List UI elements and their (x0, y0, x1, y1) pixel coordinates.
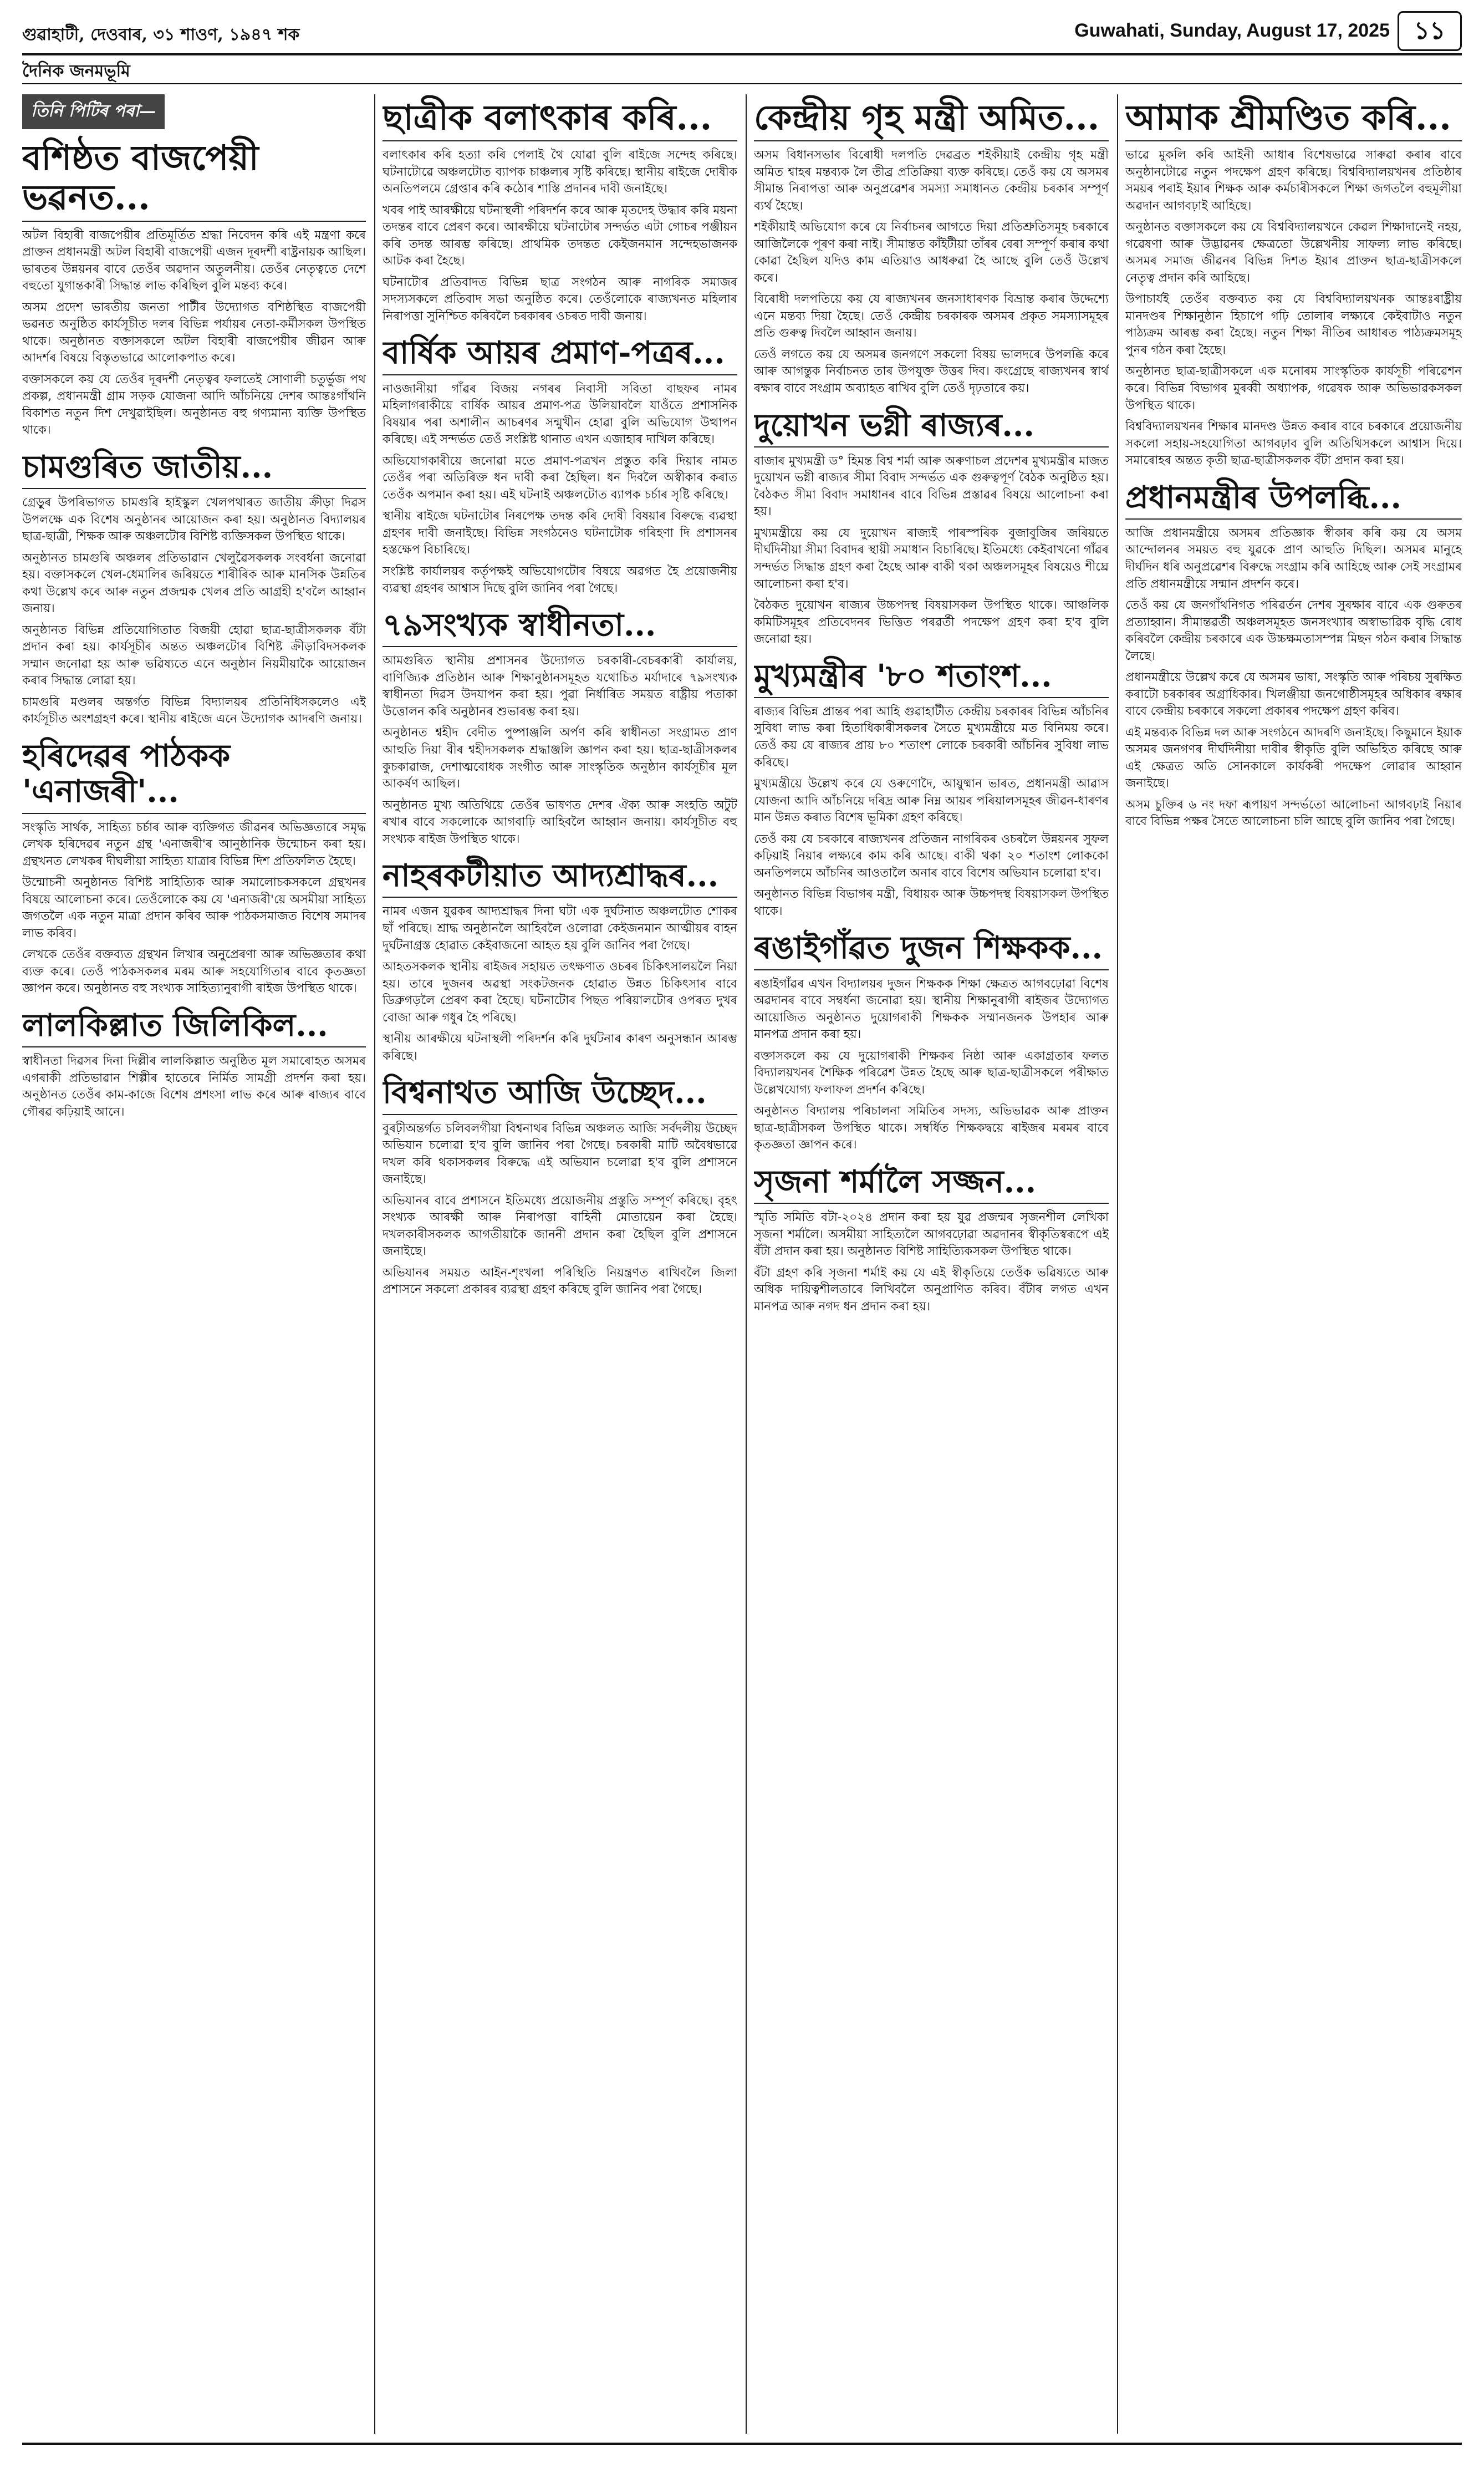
masthead: দৈনিক জনমভূমি (22, 62, 130, 81)
article-paragraph: বৈঠকত দুয়োখন ৰাজ্যৰ উচ্চপদস্থ বিষয়াসকল উপস্থিত থাকে। আঞ্চলিক কমিটিসমূহৰ প্ৰতিবেদনৰ ভিত্তিত পৰৱৰ্তী পদক্ষেপ গ্ৰহণ কৰা হ'ব বুলি জনোৱা হয়। (754, 598, 1109, 647)
article-paragraph: এই মন্তব্যক বিভিন্ন দল আৰু সংগঠনে আদৰণি জনাইছে। কিছুমানে ইয়াক অসমৰ জনগণৰ দীৰ্ঘদিনীয়া দাবীৰ স্বীকৃতি বুলি অভিহিত কৰিছে আৰু এই ক্ষেত্ৰত অতি সোনকালে কাৰ্যকৰী পদক্ষেপ লোৱাৰ আহ্বান জনাইছে। (1125, 725, 1462, 791)
article-paragraph: অনুষ্ঠানত বিভিন্ন প্ৰতিযোগিতাত বিজয়ী হোৱা ছাত্ৰ-ছাত্ৰীসকলক বঁটা প্ৰদান কৰা হয়। কাৰ্যসূচীৰ অন্তত অঞ্চলটোৰ বিশিষ্ট ক্ৰীড়াবিদসকলক সম্মান জনোৱা হয় আৰু ভৱিষ্যতে এনে অনুষ্ঠান নিয়মীয়াকৈ আয়োজন কৰাৰ সিদ্ধান্ত লোৱা হয়। (22, 623, 366, 688)
header-rule (22, 53, 1462, 55)
article-paragraph: নামৰ এজন যুৱকৰ আদ্যশ্ৰাদ্ধৰ দিনা ঘটা এক দুৰ্ঘটনাত অঞ্চলটোত শোকৰ ছাঁ পৰিছে। শ্ৰাদ্ধ অনুষ্ঠানলৈ আহিবলৈ ওলোৱা কেইজনমান আত্মীয়ৰ বাহন দুৰ্ঘটনাগ্ৰস্ত হোৱাত কেইবাজনো আহত হয় বুলি জানিব পৰা গৈছে। (383, 904, 737, 953)
article-paragraph: স্থানীয় আৰক্ষীয়ে ঘটনাস্থলী পৰিদৰ্শন কৰি দুৰ্ঘটনাৰ কাৰণ অনুসন্ধান আৰম্ভ কৰিছে। (383, 1032, 737, 1063)
headline: চামগুৰিত জাতীয়... (22, 449, 366, 489)
article-duyokhon (754, 408, 1109, 648)
article-paragraph: শইকীয়াই অভিযোগ কৰে যে নিৰ্বাচনৰ আগতে দিয়া প্ৰতিশ্ৰুতিসমূহ চৰকাৰে আজিলৈকে পূৰণ কৰা নাই। সীমান্তত কাঁইটীয়া তাঁৰৰ বেৰা সম্পূৰ্ণ কৰাৰ কথা কোৱা হৈছিল যদিও কাম এতিয়াও আধৰুৱা হৈ আছে বুলি তেওঁ উল্লেখ কৰে। (754, 220, 1109, 285)
headline: নাহৰকটীয়াত আদ্যশ্ৰাদ্ধৰ... (383, 858, 737, 898)
headline: বাৰ্ষিক আয়ৰ প্ৰমাণ-পত্ৰৰ... (383, 335, 737, 375)
headline: কেন্দ্ৰীয় গৃহ মন্ত্ৰী অমিত... (754, 98, 1109, 141)
headline: ৭৯সংখ্যক স্বাধীনতা... (383, 607, 737, 647)
article-paragraph: নাওজানীয়া গাঁৱৰ বিজয় নগৰৰ নিবাসী সবিতা বাছফৰ নামৰ মহিলাগৰাকীয়ে বাৰ্ষিক আয়ৰ প্ৰমাণ-পত্ৰ উলিয়াবলৈ যাওঁতে প্ৰশাসনিক বিষয়াৰ পৰা অশালীন আচৰণৰ সন্মুখীন হোৱা বুলি অভিযোগ উত্থাপন কৰিছে। এই সন্দৰ্ভত তেওঁ সংশ্লিষ্ট থানাত এখন এজাহাৰ দাখিল কৰিছে। (383, 382, 737, 447)
headline: দুয়োখন ভগ্নী ৰাজ্যৰ... (754, 408, 1109, 447)
article-paragraph: অসম বিধানসভাৰ বিৰোধী দলপতি দেৱব্ৰত শইকীয়াই কেন্দ্ৰীয় গৃহ মন্ত্ৰী অমিত শ্বাহৰ মন্তব্যক লৈ তীব্ৰ প্ৰতিক্ৰিয়া ব্যক্ত কৰিছে। তেওঁ কয় যে অসমৰ সীমান্ত নিৰাপত্তা আৰু অনুপ্ৰৱেশৰ সমস্যা সমাধানত কেন্দ্ৰীয় চৰকাৰ সম্পূৰ্ণ ব্যৰ্থ হৈছে। (754, 148, 1109, 213)
article-pradhanmantri (1125, 480, 1462, 831)
article-paragraph: লেখকে তেওঁৰ বক্তব্যত গ্ৰন্থখন লিখাৰ অনুপ্ৰেৰণা আৰু অভিজ্ঞতাৰ কথা ব্যক্ত কৰে। তেওঁ পাঠকসকলৰ মৰম আৰু সহযোগিতাৰ বাবে কৃতজ্ঞতা জ্ঞাপন কৰে। অনুষ্ঠানত বহু সংখ্যক সাহিত্যানুৰাগী ৰাইজ উপস্থিত থাকে। (22, 948, 366, 996)
article-paragraph: মুখ্যমন্ত্ৰীয়ে কয় যে দুয়োখন ৰাজ্যই পাৰস্পৰিক বুজাবুজিৰ জৰিয়তে দীৰ্ঘদিনীয়া সীমা বিবাদৰ স্থায়ী সমাধান বিচাৰিছে। ইতিমধ্যে কেইবাখনো গাঁৱৰ সন্দৰ্ভত সিদ্ধান্ত গ্ৰহণ কৰা হৈছে আৰু বাকী থকা অঞ্চলসমূহৰ বিষয়েও শীঘ্ৰে আলোচনা কৰা হ'ব। (754, 526, 1109, 591)
article-paragraph: প্ৰধানমন্ত্ৰীয়ে উল্লেখ কৰে যে অসমৰ ভাষা, সংস্কৃতি আৰু পৰিচয় সুৰক্ষিত কৰাটো চৰকাৰৰ অগ্ৰাধিকাৰ। খিলঞ্জীয়া জনগোষ্ঠীসমূহৰ অধিকাৰ ৰক্ষাৰ বাবে কেন্দ্ৰীয় চৰকাৰে সকলো প্ৰকাৰৰ পদক্ষেপ গ্ৰহণ কৰিব। (1125, 670, 1462, 719)
article-paragraph: সংস্কৃতি সাৰ্থক, সাহিত্য চৰ্চাৰ আৰু ব্যক্তিগত জীৱনৰ অভিজ্ঞতাৰে সমৃদ্ধ লেখক হৰিদেৱৰ নতুন গ্ৰন্থ 'এনাজৰী'ৰ আনুষ্ঠানিক উন্মোচন কৰা হয়। গ্ৰন্থখনত লেখকৰ দীঘলীয়া সাহিত্য যাত্ৰাৰ বিভিন্ন দিশ প্ৰতিফলিত হৈছে। (22, 820, 366, 868)
section-kicker: তিনি পিটিৰ পৰা— (22, 94, 165, 129)
article-bashishtha (22, 94, 366, 439)
article-paragraph: অসম প্ৰদেশ ভাৰতীয় জনতা পাৰ্টীৰ উদ্যোগত বশিষ্ঠস্থিত বাজপেয়ী ভৱনত অনুষ্ঠিত কাৰ্যসূচীত দলৰ বিভিন্ন পৰ্যায়ৰ নেতা-কৰ্মীসকল উপস্থিত থাকে। অনুষ্ঠানত বক্তাসকলে অটল বিহাৰী বাজপেয়ীৰ জীৱন আৰু আদৰ্শৰ বিষয়ে বিস্তৃতভাৱে আলোকপাত কৰে। (22, 300, 366, 365)
column-3 (754, 94, 1109, 2434)
article-paragraph: বাজাৰ মুখ্যমন্ত্ৰী ড° হিমন্ত বিশ্ব শৰ্মা আৰু অৰুণাচল প্ৰদেশৰ মুখ্যমন্ত্ৰীৰ মাজত দুয়োখন ভগ্নী ৰাজ্যৰ সীমা বিবাদ সন্দৰ্ভত এক গুৰুত্বপূৰ্ণ বৈঠক অনুষ্ঠিত হয়। বৈঠকত সীমা বিবাদ সমাধানৰ বাবে বিভিন্ন প্ৰস্তাৱৰ বিষয়ে আলোচনা কৰা হয়। (754, 454, 1109, 519)
article-paragraph: গ্ৰেড়ুৰ উপৰিভাগত চামগুৰি হাইস্কুল খেলপথাৰত জাতীয় ক্ৰীড়া দিৱস উপলক্ষে এক বিশেষ অনুষ্ঠানৰ আয়োজন কৰা হয়। অনুষ্ঠানত বিদ্যালয়ৰ ছাত্ৰ-ছাত্ৰী, শিক্ষক আৰু অঞ্চলটোৰ বিশিষ্ট ব্যক্তিসকল উপস্থিত থাকে। (22, 496, 366, 544)
article-paragraph: তেওঁ কয় যে চৰকাৰে ৰাজ্যখনৰ প্ৰতিজন নাগৰিকৰ ওচৰলৈ উন্নয়নৰ সুফল কঢ়িয়াই নিয়াৰ লক্ষ্যৰে কাম কৰি আছে। বাকী থকা ২০ শতাংশ লোককো অনতিপলমে আঁচনিৰ আওতালৈ অনাৰ বাবে বিশেষ অভিযান চলোৱা হ'ব। (754, 832, 1109, 880)
article-paragraph: অসম চুক্তিৰ ৬ নং দফা ৰূপায়ণ সন্দৰ্ভতো আলোচনা আগবঢ়াই নিয়াৰ বাবে বিভিন্ন পক্ষৰ সৈতে আলোচনা চলি আছে বুলি জানিব পৰা গৈছে। (1125, 797, 1462, 829)
article-paragraph: বক্তাসকলে কয় যে তেওঁৰ দূৰদৰ্শী নেতৃত্বৰ ফলতেই সোণালী চতুৰ্ভুজ পথ প্ৰকল্প, প্ৰধানমন্ত্ৰী গ্ৰাম সড়ক যোজনা আদি আঁচনিয়ে দেশৰ আন্তঃগাঁথনি বিকাশত নতুন দিশ দেখুৱাইছিল। অনুষ্ঠানত বহু গণ্যমান্য ব্যক্তি উপস্থিত থাকে। (22, 372, 366, 438)
article-paragraph: তেওঁ কয় যে জনগাঁথনিগত পৰিৱৰ্তন দেশৰ সুৰক্ষাৰ বাবে এক গুৰুতৰ প্ৰত্যাহ্বান। সীমান্তৱৰ্তী অঞ্চলসমূহত জনসংখ্যাৰ অস্বাভাৱিক বৃদ্ধি ৰোধ কৰিবলৈ কেন্দ্ৰীয় চৰকাৰে এক উচ্চক্ষমতাসম্পন্ন মিছন গঠন কৰাৰ সিদ্ধান্ত লৈছে। (1125, 598, 1462, 663)
article-paragraph: অনুষ্ঠানত বক্তাসকলে কয় যে বিশ্ববিদ্যালয়খনে কেৱল শিক্ষাদানেই নহয়, গৱেষণা আৰু উদ্ভাৱনৰ ক্ষেত্ৰতো উল্লেখনীয় সাফল্য লাভ কৰিছে। অসমৰ সমাজ জীৱনৰ বিভিন্ন দিশত ইয়াৰ প্ৰাক্তন ছাত্ৰ-ছাত্ৰীসকলে নেতৃত্ব প্ৰদান কৰি আহিছে। (1125, 220, 1462, 285)
article-lalkillah (22, 1008, 366, 1121)
article-paragraph: তেওঁ লগতে কয় যে অসমৰ জনগণে সকলো বিষয় ভালদৰে উপলব্ধি কৰে আৰু আগন্তুক নিৰ্বাচনত তাৰ উপযুক্ত উত্তৰ দিব। কংগ্ৰেছে ৰাজ্যখনৰ স্বাৰ্থ ৰক্ষাৰ বাবে সংগ্ৰাম অব্যাহত ৰাখিব বুলি তেওঁ দৃঢ়তাৰে কয়। (754, 347, 1109, 395)
article-naharkatiya (383, 858, 737, 1065)
article-paragraph: অভিযানৰ বাবে প্ৰশাসনে ইতিমধ্যে প্ৰয়োজনীয় প্ৰস্তুতি সম্পূৰ্ণ কৰিছে। বৃহৎ সংখ্যক আৰক্ষী আৰু নিৰাপত্তা বাহিনী মোতায়েন কৰা হৈছে। দখলকাৰীসকলক আগতীয়াকৈ জাননী প্ৰদান কৰা হৈছিল বুলি প্ৰশাসনে জনাইছে। (383, 1193, 737, 1259)
masthead-rule (22, 83, 1462, 84)
article-paragraph: বলাৎকাৰ কৰি হত্যা কৰি পেলাই থৈ যোৱা বুলি ৰাইজে সন্দেহ কৰিছে। ঘটনাটোৱে অঞ্চলটোত ব্যাপক চাঞ্চল্যৰ সৃষ্টি কৰিছে। স্থানীয় ৰাইজে দোষীক অনতিপলমে গ্ৰেপ্তাৰ কৰি কঠোৰ শাস্তি প্ৰদানৰ দাবী জনাইছে। (383, 148, 737, 196)
page-header (22, 11, 1462, 50)
article-paragraph: স্বাধীনতা দিৱসৰ দিনা দিল্লীৰ লালকিল্লাত অনুষ্ঠিত মূল সমাৰোহত অসমৰ এগৰাকী প্ৰতিভাৱান শিল্পীৰ হাতেৰে নিৰ্মিত সামগ্ৰী প্ৰদৰ্শন কৰা হয়। অনুষ্ঠানত তেওঁৰ কাম-কাজে বিশেষ প্ৰশংসা লাভ কৰে আৰু ৰাজ্যৰ বাবে গৌৰৱ কঢ়িয়াই আনে। (22, 1054, 366, 1119)
headline: বশিষ্ঠত বাজপেয়ী ভৱনত... (22, 138, 366, 222)
column-divider (374, 94, 375, 2434)
article-rangaigaon (754, 930, 1109, 1154)
column-2 (383, 94, 737, 2434)
article-paragraph: বুৰঢ়ীঅন্তৰ্গত চলিবলগীয়া বিশ্বনাথৰ বিভিন্ন অঞ্চলত আজি সৰ্বদলীয় উচ্ছেদ অভিযান চলোৱা হ'ব বুলি জানিব পৰা গৈছে। চৰকাৰী মাটি অবৈধভাৱে দখল কৰি থকাসকলৰ বিৰুদ্ধে এই অভিযান চলোৱা হ'ব বুলি প্ৰশাসনে জনাইছে। (383, 1121, 737, 1187)
page-number: ১১ (1398, 11, 1462, 51)
article-paragraph: স্মৃতি সমিতি বটা-২০২৪ প্ৰদান কৰা হয় যুৱ প্ৰজন্মৰ সৃজনশীল লেখিকা সৃজনা শৰ্মালৈ। অসমীয়া সাহিত্যলৈ আগবঢ়োৱা অৱদানৰ স্বীকৃতিস্বৰূপে এই বঁটা প্ৰদান কৰা হয়। অনুষ্ঠানত বিশিষ্ট সাহিত্যিকসকল উপস্থিত থাকে। (754, 1210, 1109, 1259)
headline: আমাক শ্ৰীমণ্ডিত কৰি... (1125, 98, 1462, 141)
headline: ছাত্ৰীক বলাৎকাৰ কৰি... (383, 98, 737, 141)
article-paragraph: বক্তাসকলে কয় যে দুয়োগৰাকী শিক্ষকৰ নিষ্ঠা আৰু একাগ্ৰতাৰ ফলত বিদ্যালয়খনৰ শৈক্ষিক পৰিৱেশ উন্নত হৈছে আৰু ছাত্ৰ-ছাত্ৰীসকলে পৰীক্ষাত উল্লেখযোগ্য ফলাফল প্ৰদৰ্শন কৰিছে। (754, 1049, 1109, 1097)
article-paragraph: ঘটনাটোৰ প্ৰতিবাদত বিভিন্ন ছাত্ৰ সংগঠন আৰু নাগৰিক সমাজৰ সদস্যসকলে প্ৰতিবাদ সভা অনুষ্ঠিত কৰে। তেওঁলোকে ৰাজ্যখনত মহিলাৰ নিৰাপত্তা সুনিশ্চিত কৰিবলৈ চৰকাৰৰ ওচৰত দাবী জনায়। (383, 275, 737, 323)
article-paragraph: আজি প্ৰধানমন্ত্ৰীয়ে অসমৰ প্ৰতিজ্ঞাক স্বীকাৰ কৰি কয় যে অসম আন্দোলনৰ সময়ত বহু যুৱকে প্ৰাণ আহুতি দিছিল। অসমৰ মানুহে দীৰ্ঘদিন ধৰি অনুপ্ৰৱেশৰ বিৰুদ্ধে সংগ্ৰাম কৰি আহিছে আৰু সেই সংগ্ৰামৰ প্ৰতি প্ৰধানমন্ত্ৰীয়ে সন্মান প্ৰদৰ্শন কৰে। (1125, 526, 1462, 591)
article-paragraph: আমগুৰিত স্থানীয় প্ৰশাসনৰ উদ্যোগত চৰকাৰী-বেচৰকাৰী কাৰ্যালয়, বাণিজ্যিক প্ৰতিষ্ঠান আৰু শিক্ষানুষ্ঠানসমূহত যথোচিত মৰ্যাদাৰে ৭৯সংখ্যক স্বাধীনতা দিৱস উদযাপন কৰা হয়। পুৱা নিৰ্ধাৰিত সময়ত ৰাষ্ট্ৰীয় পতাকা উত্তোলন কৰি অনুষ্ঠানৰ শুভাৰম্ভ কৰা হয়। (383, 654, 737, 719)
headline: লালকিল্লাত জিলিকিল... (22, 1008, 366, 1047)
article-haridev (22, 738, 366, 998)
headline: মুখ্যমন্ত্ৰীৰ '৮০ শতাংশ... (754, 658, 1109, 698)
article-paragraph: ভাৱে মুকলি কৰি আইনী আধাৰ বিশেষভাৱে সাৰুৱা কৰাৰ বাবে অনুষ্ঠানটোৱে নতুন পদক্ষেপ গ্ৰহণ কৰিছে। বিশ্ববিদ্যালয়খনৰ প্ৰতিষ্ঠাৰ সময়ৰ পৰাই ইয়াৰ শিক্ষক আৰু কৰ্মচাৰীসকলে শিক্ষা জগতলৈ বহুমূলীয়া অৱদান আগবঢ়াই আহিছে। (1125, 148, 1462, 213)
article-paragraph: উন্মোচনী অনুষ্ঠানত বিশিষ্ট সাহিত্যিক আৰু সমালোচকসকলে গ্ৰন্থখনৰ বিষয়ে আলোচনা কৰে। তেওঁলোকে কয় যে 'এনাজৰী'য়ে অসমীয়া সাহিত্য জগতলৈ এক নতুন মাত্ৰা প্ৰদান কৰিব আৰু পাঠকসমাজত বিশেষ সমাদৰ লাভ কৰিব। (22, 876, 366, 940)
date-right: Guwahati, Sunday, August 17, 2025 (1074, 20, 1390, 41)
article-paragraph: উপাচাৰ্যই তেওঁৰ বক্তব্যত কয় যে বিশ্ববিদ্যালয়খনক আন্তঃৰাষ্ট্ৰীয় মানদণ্ডৰ শিক্ষানুষ্ঠান হিচাপে গঢ়ি তোলাৰ লক্ষ্যৰে কেইবাটাও নতুন পাঠ্যক্ৰম আৰম্ভ কৰা হৈছে। নতুন শিক্ষা নীতিৰ আধাৰত পাঠ্যক্ৰমসমূহ পুনৰ গঠন কৰা হৈছে। (1125, 292, 1462, 357)
column-1 (22, 94, 366, 2434)
article-paragraph: মুখ্যমন্ত্ৰীয়ে উল্লেখ কৰে যে ওৰুণোদৈ, আয়ুষ্মান ভাৰত, প্ৰধানমন্ত্ৰী আৱাস যোজনা আদি আঁচনিয়ে দৰিদ্ৰ আৰু নিম্ন আয়ৰ পৰিয়ালসমূহৰ জীৱন-ধাৰণৰ মান উন্নত কৰাত বিশেষ ভূমিকা গ্ৰহণ কৰিছে। (754, 777, 1109, 825)
article-amak (1125, 98, 1462, 470)
article-mukhyamantri (754, 658, 1109, 920)
headline: হৰিদেৱৰ পাঠকক 'এনাজৰী'... (22, 738, 366, 814)
footer-rule (22, 2443, 1462, 2445)
article-paragraph: অনুষ্ঠানত মুখ্য অতিথিয়ে তেওঁৰ ভাষণত দেশৰ ঐক্য আৰু সংহতি অটুট ৰখাৰ বাবে সকলোকে আগবাঢ়ি আহিবলৈ আহ্বান জনায়। কাৰ্যসূচীত বহু সংখ্যক ৰাইজ উপস্থিত থাকে। (383, 798, 737, 846)
article-paragraph: বিশ্ববিদ্যালয়খনৰ শিক্ষাৰ মানদণ্ড উন্নত কৰাৰ বাবে চৰকাৰে প্ৰয়োজনীয় সকলো সহায়-সহযোগিতা আগবঢ়াব বুলি অতিথিসকলে আশ্বাস দিয়ে। সমাৰোহৰ অন্তত কৃতী ছাত্ৰ-ছাত্ৰীসকলক বঁটা প্ৰদান কৰা হয়। (1125, 420, 1462, 468)
article-barshik (383, 335, 737, 597)
article-paragraph: অটল বিহাৰী বাজপেয়ীৰ প্ৰতিমূৰ্তিত শ্ৰদ্ধা নিবেদন কৰি এই মন্ত্ৰণা কৰে প্ৰাক্তন প্ৰধানমন্ত্ৰী অটল বিহাৰী বাজপেয়ী এজন দূৰদৰ্শী ৰাষ্ট্ৰনায়ক আছিল। ভাৰতৰ উন্নয়নৰ বাবে তেওঁৰ অৱদান অতুলনীয়। তেওঁৰ নেতৃত্বতে দেশে বহুতো যুগান্তকাৰী সিদ্ধান্ত লাভ কৰিছিল বুলি মন্তব্য কৰে। (22, 228, 366, 293)
article-paragraph: অনুষ্ঠানত বিদ্যালয় পৰিচালনা সমিতিৰ সদস্য, অভিভাৱক আৰু প্ৰাক্তন ছাত্ৰ-ছাত্ৰীসকল উপস্থিত থাকে। সম্বৰ্ধিত শিক্ষকদ্বয়ে ৰাইজৰ মৰমৰ বাবে কৃতজ্ঞতা জ্ঞাপন কৰে। (754, 1104, 1109, 1152)
article-paragraph: চামগুৰি মণ্ডলৰ অন্তৰ্গত বিভিন্ন বিদ্যালয়ৰ প্ৰতিনিধিসকলেও এই কাৰ্যসূচীত অংশগ্ৰহণ কৰে। স্থানীয় ৰাইজে এনে উদ্যোগক আদৰণি জনায়। (22, 695, 366, 726)
article-paragraph: অভিযোগকাৰীয়ে জনোৱা মতে প্ৰমাণ-পত্ৰখন প্ৰস্তুত কৰি দিয়াৰ নামত তেওঁৰ পৰা অতিৰিক্ত ধন দাবী কৰা হৈছিল। ধন দিবলৈ অস্বীকাৰ কৰাত তেওঁক অপমান কৰা হয়। এই ঘটনাই অঞ্চলটোত ব্যাপক চৰ্চাৰ সৃষ্টি কৰিছে। (383, 454, 737, 502)
article-chamaguri (22, 449, 366, 728)
article-paragraph: অনুষ্ঠানত শ্বহীদ বেদীত পুষ্পাঞ্জলি অৰ্পণ কৰি স্বাধীনতা সংগ্ৰামত প্ৰাণ আহুতি দিয়া বীৰ শ্বহীদসকলক শ্ৰদ্ধাঞ্জলি জ্ঞাপন কৰা হয়। ছাত্ৰ-ছাত্ৰীসকলৰ কুচকাৱাজ, দেশাত্মবোধক সংগীত আৰু সাংস্কৃতিক অনুষ্ঠান কাৰ্যসূচীৰ মূল আকৰ্ষণ আছিল। (383, 726, 737, 791)
article-paragraph: বঁটা গ্ৰহণ কৰি সৃজনা শৰ্মাই কয় যে এই স্বীকৃতিয়ে তেওঁক ভৱিষ্যতে আৰু অধিক দায়িত্বশীলতাৰে লিখিবলৈ অনুপ্ৰাণিত কৰিব। বঁটাৰ লগত এখন মানপত্ৰ আৰু নগদ ধন প্ৰদান কৰা হয়। (754, 1265, 1109, 1314)
article-paragraph: ৰাজ্যৰ বিভিন্ন প্ৰান্তৰ পৰা আহি গুৱাহাটীত কেন্দ্ৰীয় চৰকাৰৰ বিভিন্ন আঁচনিৰ সুবিধা লাভ কৰা হিতাধিকাৰীসকলৰ সৈতে মুখ্যমন্ত্ৰীয়ে মত বিনিময় কৰে। তেওঁ কয় যে ৰাজ্যৰ প্ৰায় ৮০ শতাংশ লোকে চৰকাৰী আঁচনিৰ সুবিধা লাভ কৰিছে। (754, 704, 1109, 770)
article-paragraph: ৰঙাইগাঁৱৰ এখন বিদ্যালয়ৰ দুজন শিক্ষকক শিক্ষা ক্ষেত্ৰত আগবঢ়োৱা বিশেষ অৱদানৰ বাবে সম্বৰ্ধনা জনোৱা হয়। স্থানীয় শিক্ষানুৰাগী ৰাইজৰ উদ্যোগত আয়োজিত অনুষ্ঠানত দুয়োগৰাকী শিক্ষকক সম্মানজনক উপহাৰ আৰু মানপত্ৰ প্ৰদান কৰা হয়। (754, 976, 1109, 1042)
article-bishwanath (383, 1075, 737, 1299)
article-paragraph: অনুষ্ঠানত ছাত্ৰ-ছাত্ৰীসকলে এক মনোৰম সাংস্কৃতিক কাৰ্যসূচী পৰিৱেশন কৰে। বিভিন্ন বিভাগৰ মুৰব্বী অধ্যাপক, গৱেষক আৰু অভিভাৱকসকল উপস্থিত থাকে। (1125, 364, 1462, 413)
article-paragraph: আহতসকলক স্থানীয় ৰাইজৰ সহায়ত তৎক্ষণাত ওচৰৰ চিকিৎসালয়লৈ নিয়া হয়। তাৰে দুজনৰ অৱস্থা সংকটজনক হোৱাত উন্নত চিকিৎসাৰ বাবে ডিব্ৰুগড়লৈ প্ৰেৰণ কৰা হৈছে। ঘটনাটোৰ পিছত পৰিয়ালটোৰ ওপৰত দুখৰ বোজা আৰু গধুৰ হৈ পৰিছে। (383, 960, 737, 1025)
article-srijana (754, 1164, 1109, 1315)
article-paragraph: স্থানীয় ৰাইজে ঘটনাটোৰ নিৰপেক্ষ তদন্ত কৰি দোষী বিষয়াৰ বিৰুদ্ধে ব্যৱস্থা গ্ৰহণৰ দাবী জনাইছে। বিভিন্ন সংগঠনেও ঘটনাটোক গৰিহণা দি প্ৰশাসনৰ হস্তক্ষেপ বিচাৰিছে। (383, 509, 737, 557)
article-paragraph: খবৰ পাই আৰক্ষীয়ে ঘটনাস্থলী পৰিদৰ্শন কৰে আৰু মৃতদেহ উদ্ধাৰ কৰি ময়না তদন্তৰ বাবে প্ৰেৰণ কৰে। আৰক্ষীয়ে ঘটনাটোৰ সন্দৰ্ভত এটা গোচৰ পঞ্জীয়ন কৰি তদন্ত আৰম্ভ কৰিছে। প্ৰাথমিক তদন্তত কেইজনমান সন্দেহভাজনক আটক কৰা হৈছে। (383, 203, 737, 268)
article-paragraph: অনুষ্ঠানত চামগুৰি অঞ্চলৰ প্ৰতিভাৱান খেলুৱৈসকলক সংবৰ্ধনা জনোৱা হয়। বক্তাসকলে খেল-ধেমালিৰ জৰিয়তে শাৰীৰিক আৰু মানসিক উন্নতিৰ কথা উল্লেখ কৰে আৰু নতুন প্ৰজন্মক খেলৰ প্ৰতি আগ্ৰহী হ'বলৈ আহ্বান জনায়। (22, 551, 366, 616)
headline: সৃজনা শৰ্মালৈ সজ্জন... (754, 1164, 1109, 1204)
article-paragraph: অভিযানৰ সময়ত আইন-শৃংখলা পৰিস্থিতি নিয়ন্ত্ৰণত ৰাখিবলৈ জিলা প্ৰশাসনে সকলো প্ৰকাৰৰ ব্যৱস্থা গ্ৰহণ কৰিছে বুলি জানিব পৰা গৈছে। (383, 1265, 737, 1297)
column-divider (746, 94, 747, 2434)
article-chhatri (383, 98, 737, 325)
article-swadhinata (383, 607, 737, 848)
headline: প্ৰধানমন্ত্ৰীৰ উপলব্ধি... (1125, 480, 1462, 520)
article-kendriya (754, 98, 1109, 398)
headline: ৰঙাইগাঁৱত দুজন শিক্ষকক... (754, 930, 1109, 970)
article-paragraph: বিৰোধী দলপতিয়ে কয় যে ৰাজ্যখনৰ জনসাধাৰণক বিভ্ৰান্ত কৰাৰ উদ্দেশ্যে এনে মন্তব্য দিয়া হৈছে। তেওঁ কেন্দ্ৰীয় চৰকাৰক অসমৰ প্ৰকৃত সমস্যাসমূহৰ প্ৰতি গুৰুত্ব দিবলৈ আহ্বান জনায়। (754, 292, 1109, 340)
article-paragraph: অনুষ্ঠানত বিভিন্ন বিভাগৰ মন্ত্ৰী, বিধায়ক আৰু উচ্চপদস্থ বিষয়াসকল উপস্থিত থাকে। (754, 887, 1109, 918)
date-left: গুৱাহাটী, দেওবাৰ, ৩১ শাওণ, ১৯৪৭ শক (22, 25, 300, 44)
column-4 (1125, 94, 1462, 2434)
article-paragraph: সংশ্লিষ্ট কাৰ্যালয়ৰ কৰ্তৃপক্ষই অভিযোগটোৰ বিষয়ে অৱগত হৈ প্ৰয়োজনীয় ব্যৱস্থা গ্ৰহণৰ আশ্বাস দিছে বুলি জানিব পৰা গৈছে। (383, 564, 737, 596)
column-divider (1117, 94, 1118, 2434)
headline: বিশ্বনাথত আজি উচ্ছেদ... (383, 1075, 737, 1115)
